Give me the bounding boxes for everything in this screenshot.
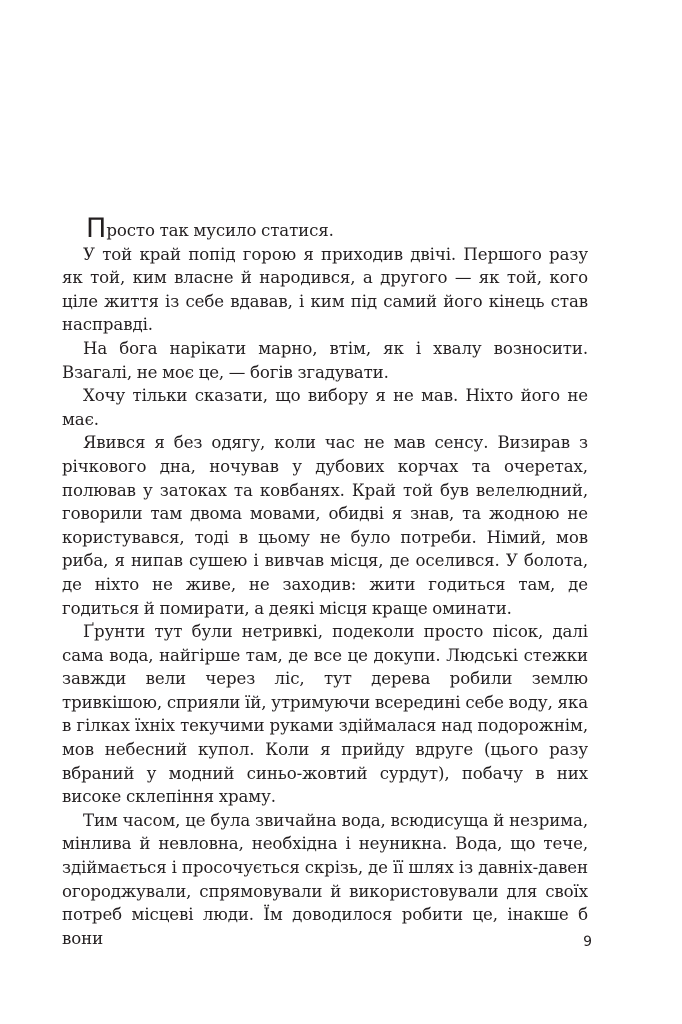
paragraph: Явився я без одягу, коли час не мав сенсу. Визирав з річкового дна, ночував у дубових корчах та очеретах, полював у затоках та ковбанях. Край той був велелюдний, говорили там двома мовами, обидві я знав, та жодною не користувався, тоді в цьому не було потреби. Німий, мов риба, я нипав сушею і вивчав місця, де оселився. У болота, де ніхто не живе, не заходив: жити годиться там, де годиться й помирати, а деякі місця краще оминати. (62, 433, 588, 618)
paragraph: На бога нарікати марно, втім, як і хвалу возносити. Взагалі, не моє це, — богів згадувати. (62, 338, 588, 382)
paragraph: Хочу тільки сказати, що вибору я не мав. Ніхто його не має. (62, 386, 588, 429)
paragraph: У той край попід горою я приходив двічі. Першого разу як той, ким власне й народився, а другого — як той, кого ціле життя із себе вдавав, і ким під самий його кінець став насправді. (62, 244, 588, 335)
drop-cap: П (86, 213, 107, 244)
paragraph: Тим часом, це була звичайна вода, всюдисуща й незрима, мінлива й невловна, необхідна і неуникна. Вода, що тече, здіймається і просочується скрізь, де її шлях із давніх-давен огороджували, спрямовували й використовували для своїх потреб місцеві люди. Їм доводилося робити це, інакше б вони (62, 810, 588, 948)
page-number: 9 (583, 934, 592, 950)
paragraph-text: росто так мусило статися. (106, 221, 334, 240)
chapter-text (62, 215, 588, 950)
paragraph-opening (62, 215, 588, 243)
paragraph: Ґрунти тут були нетривкі, подеколи просто пісок, далі сама вода, найгірше там, де все це докупи. Людські стежки завжди вели через ліс, тут дерева робили землю тривкішою, сприяли їй, утримуючи всередині себе воду, яка в гілках їхніх текучими руками здіймалася над подорожнім, мов небесний купол. Коли я прийду вдруге (цього разу вбраний у модний синьо-жовтий сурдут), побачу в них високе склепіння храму. (62, 622, 588, 807)
